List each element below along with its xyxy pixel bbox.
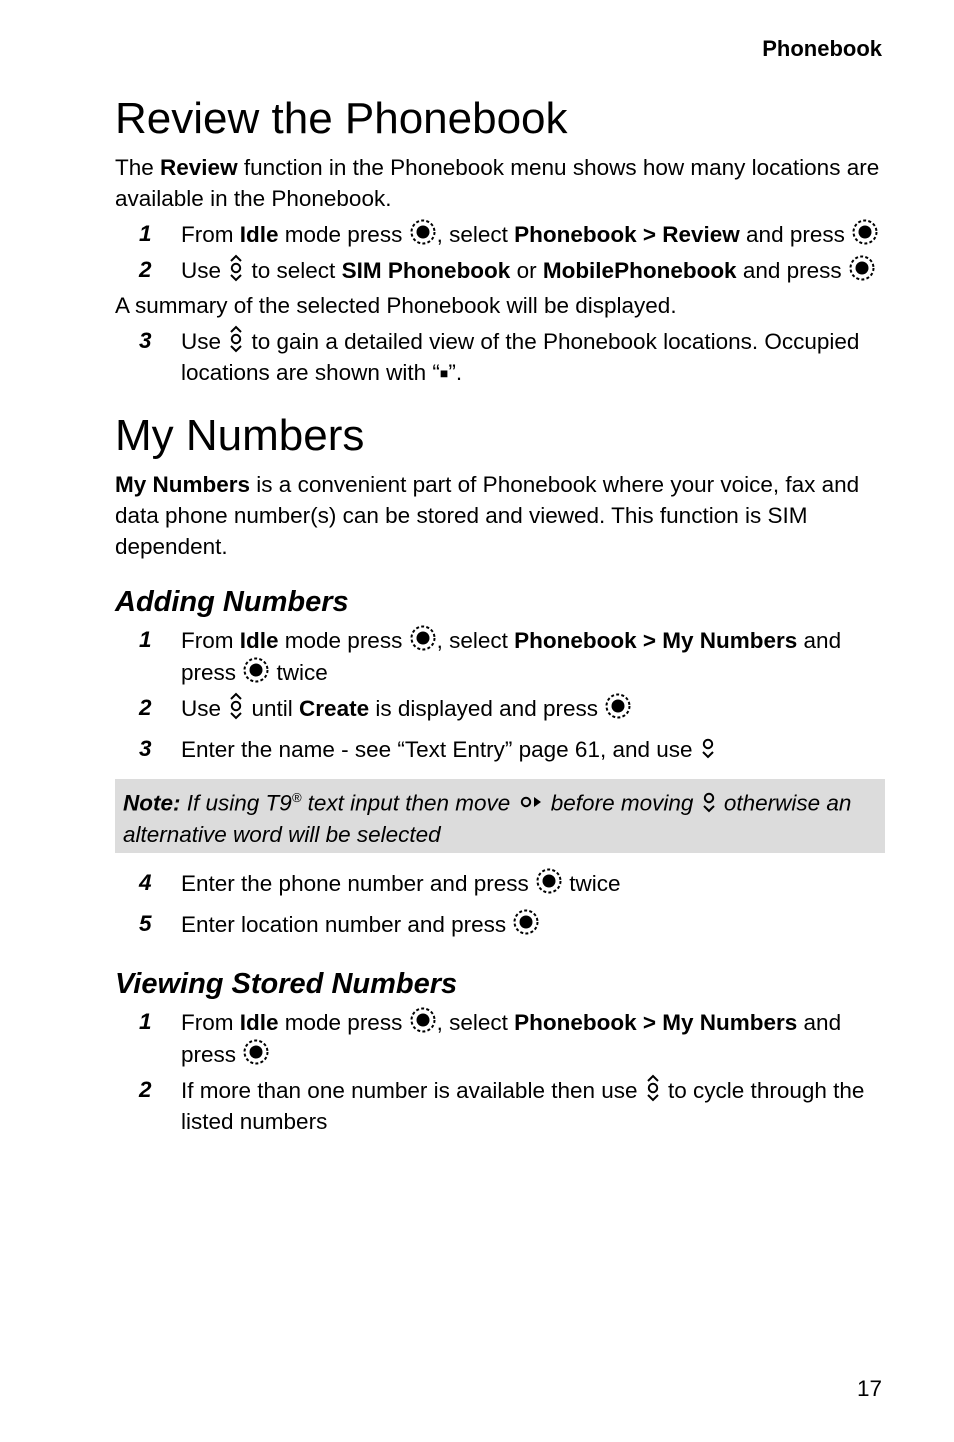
adding-step-3: 3 Enter the name - see “Text Entry” page 61, and use — [115, 733, 885, 765]
scroll-right-icon — [517, 792, 545, 812]
select-key-icon — [242, 656, 270, 684]
t9-note: Note: If using T9® text input then move before moving otherwise an alternative word will be selected — [115, 779, 885, 853]
occupied-location-glyph: ■ — [439, 365, 449, 381]
running-header: Phonebook — [762, 36, 882, 61]
select-key-icon — [409, 218, 437, 246]
scroll-updown-icon — [227, 254, 245, 282]
review-step-2: 2 Use to select SIM Phonebook or MobilePhonebook and press — [115, 254, 885, 286]
adding-step-5: 5 Enter location number and press — [115, 908, 885, 940]
adding-step-4: 4 Enter the phone number and press twice — [115, 867, 885, 899]
select-key-icon — [535, 867, 563, 895]
scroll-down-icon — [700, 787, 718, 815]
review-summary: A summary of the selected Phonebook will be displayed. — [115, 293, 677, 318]
my-numbers-intro: My Numbers is a convenient part of Phonebook where your voice, fax and data phone number(s) can be stored and viewed. This function is SIM dependent. — [115, 472, 860, 559]
viewing-step-2: 2 If more than one number is available then use to cycle through the listed numbers — [115, 1074, 885, 1137]
adding-step-1: 1 From Idle mode press , select Phonebook > My Numbers and press twice — [115, 624, 885, 688]
select-key-icon — [409, 1006, 437, 1034]
scroll-down-icon — [699, 733, 717, 761]
page-number: 17 — [856, 1376, 882, 1401]
review-step-1: 1 From Idle mode press , select Phonebook > Review and press — [115, 218, 885, 250]
step-number: 3 — [139, 328, 152, 353]
step-number: 3 — [139, 736, 152, 761]
adding-numbers-heading: Adding Numbers — [115, 586, 349, 618]
select-key-icon — [242, 1038, 270, 1066]
scroll-updown-icon — [227, 325, 245, 353]
page-content — [115, 92, 885, 1137]
step-number: 1 — [139, 221, 152, 246]
select-key-icon — [409, 624, 437, 652]
viewing-numbers-heading: Viewing Stored Numbers — [115, 967, 458, 1000]
step-number: 2 — [139, 257, 152, 282]
review-step-3: 3 Use to gain a detailed view of the Phonebook locations. Occupied locations are shown with “■”. — [115, 325, 885, 389]
step-number: 2 — [139, 1076, 152, 1102]
select-key-icon — [848, 254, 876, 282]
scroll-updown-icon — [227, 692, 245, 720]
scroll-updown-icon — [644, 1074, 662, 1102]
adding-step-2: 2 Use until Create is displayed and press — [115, 692, 885, 724]
step-number: 2 — [139, 695, 152, 720]
my-numbers-heading: My Numbers — [115, 411, 365, 460]
step-number: 1 — [139, 1008, 152, 1034]
review-intro: The Review function in the Phonebook menu shows how many locations are available in the Phonebook. — [115, 155, 880, 211]
select-key-icon — [512, 908, 540, 936]
select-key-icon — [851, 218, 879, 246]
step-number: 5 — [139, 910, 152, 936]
step-number: 4 — [139, 869, 152, 895]
viewing-step-1: 1 From Idle mode press , select Phonebook > My Numbers and press — [115, 1006, 885, 1070]
step-number: 1 — [139, 627, 152, 652]
review-heading: Review the Phonebook — [115, 94, 568, 143]
note-label: Note: — [123, 790, 181, 816]
select-key-icon — [604, 692, 632, 720]
